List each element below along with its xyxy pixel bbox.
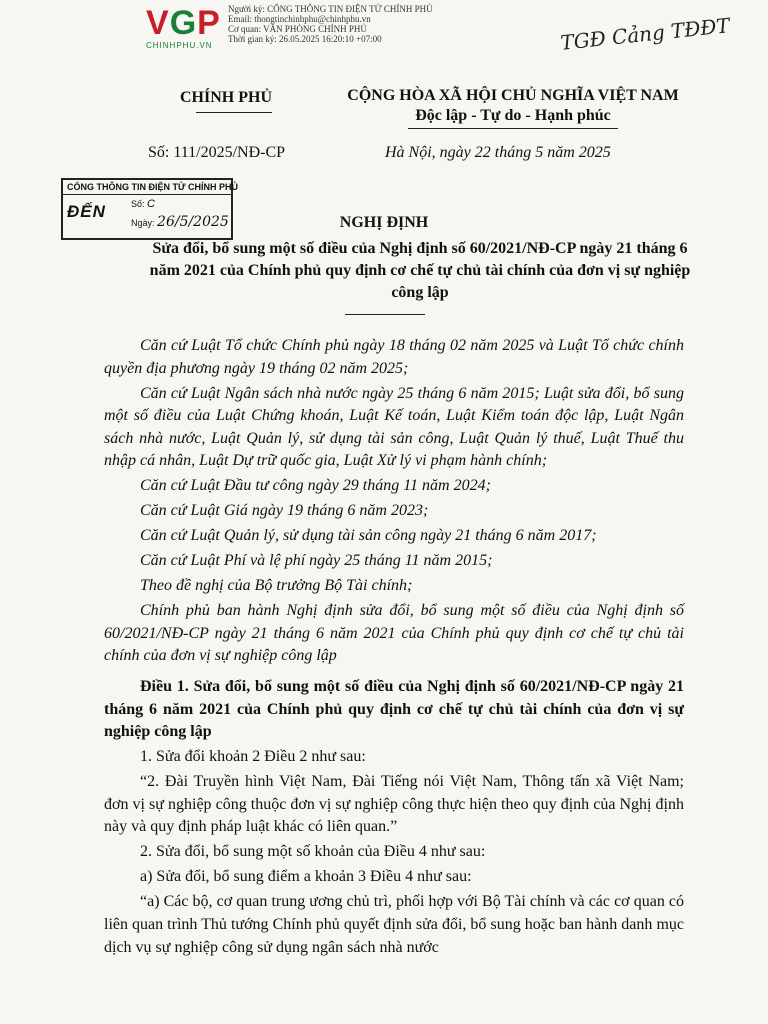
legal-basis-6: Căn cứ Luật Phí và lệ phí ngày 25 tháng 11 năm 2015;	[140, 552, 493, 570]
signature-email: Email: thongtinchinhphu@chinhphu.vn	[228, 14, 371, 24]
clause-2a-text: “a) Các bộ, cơ quan trung ương chủ trì, phối hợp với Bộ Tài chính và các cơ quan có liên quan trình Thủ tướng Chính phủ quyết định sửa đổi, bổ sung hoặc ban hành danh mục dịch vụ sự nghiệp công sử dụng ngân sách nhà nước	[104, 893, 684, 956]
document-summary: Sửa đổi, bổ sung một số điều của Nghị định số 60/2021/NĐ-CP ngày 21 tháng 6 năm 2021 của Chính phủ quy định cơ chế tự chủ tài chính của đơn vị sự nghiệp công lập	[149, 240, 691, 301]
document-number: Số: 111/2025/NĐ-CP	[148, 144, 286, 161]
signature-agency: Cơ quan: VĂN PHÒNG CHÍNH PHỦ	[228, 24, 367, 34]
legal-basis-1: Căn cứ Luật Tổ chức Chính phủ ngày 18 tháng 02 năm 2025 và Luật Tổ chức chính quyền địa phương ngày 19 tháng 02 năm 2025;	[104, 337, 684, 377]
national-header	[340, 87, 686, 129]
stamp-den: ĐẾN	[67, 202, 106, 221]
logo-letter-v: V	[146, 4, 170, 42]
enactment-clause: Chính phủ ban hành Nghị định sửa đổi, bổ sung một số điều của Nghị định số 60/2021/NĐ-CP ngày 21 tháng 6 năm 2021 của Chính phủ quy định cơ chế tự chủ tài chính của đơn vị sự nghiệp công lập	[104, 602, 684, 665]
handwritten-note: TGĐ Cảng TĐĐT	[559, 13, 731, 55]
logo-letter-g: G	[169, 4, 198, 42]
clause-2a: a) Sửa đổi, bổ sung điểm a khoản 3 Điều 4 như sau:	[140, 868, 472, 886]
document-type: NGHỊ ĐỊNH	[339, 214, 429, 231]
clause-1-text: “2. Đài Truyền hình Việt Nam, Đài Tiếng nói Việt Nam, Thông tấn xã Việt Nam; đơn vị sự nghiệp công thuộc đơn vị sự nghiệp công thực hiện theo quy định của Nghị định này và quy định pháp luật khác có liên quan.”	[104, 773, 684, 836]
place-and-date: Hà Nội, ngày 22 tháng 5 năm 2025	[385, 144, 611, 161]
legal-basis-2: Căn cứ Luật Ngân sách nhà nước ngày 25 tháng 6 năm 2015; Luật sửa đổi, bổ sung một số điều của Luật Chứng khoán, Luật Kế toán, Luật Kiểm toán độc lập, Luật Ngân sách nhà nước, Luật Quản lý, sử dụng tài sản công, Luật Quản lý thuế, Luật Thuế thu nhập cá nhân, Luật Dự trữ quốc gia, Luật Xử lý vi phạm hành chính;	[104, 384, 684, 470]
stamp-number-label: Số:	[131, 199, 145, 209]
stamp-date-value: 26/5/2025	[157, 214, 229, 230]
signature-signer: Người ký: CỔNG THÔNG TIN ĐIỆN TỬ CHÍNH PHỦ	[228, 4, 433, 14]
vgp-logo-mark	[146, 6, 232, 40]
stamp-number-value: C	[147, 198, 155, 210]
stamp-number	[131, 198, 155, 210]
logo-letter-p: P	[197, 4, 221, 42]
vgp-logo	[146, 6, 232, 50]
clause-1: 1. Sửa đổi khoản 2 Điều 2 như sau:	[140, 748, 366, 766]
document-body	[104, 335, 684, 962]
clause-2: 2. Sửa đổi, bổ sung một số khoản của Điều 4 như sau:	[140, 843, 486, 861]
stamp-date-label: Ngày:	[131, 218, 155, 228]
national-motto: Độc lập - Tự do - Hạnh phúc	[415, 107, 611, 124]
nation-name: CỘNG HÒA XÃ HỘI CHỦ NGHĨA VIỆT NAM	[347, 87, 679, 104]
issuer-underline	[196, 112, 272, 113]
issuer-name: CHÍNH PHỦ	[180, 89, 272, 106]
stamp-title: CỔNG THÔNG TIN ĐIỆN TỬ CHÍNH PHỦ	[63, 180, 231, 195]
digital-signature-info	[228, 4, 433, 44]
legal-basis-4: Căn cứ Luật Giá ngày 19 tháng 6 năm 2023;	[140, 502, 429, 520]
legal-basis-5: Căn cứ Luật Quản lý, sử dụng tài sản công ngày 21 tháng 6 năm 2017;	[140, 527, 597, 545]
legal-basis-3: Căn cứ Luật Đầu tư công ngày 29 tháng 11 năm 2024;	[140, 477, 491, 495]
motto-underline	[408, 128, 618, 129]
proposal-basis: Theo đề nghị của Bộ trưởng Bộ Tài chính;	[140, 577, 413, 595]
article-1-title: Điều 1. Sửa đổi, bổ sung một số điều của Nghị định số 60/2021/NĐ-CP ngày 21 tháng 6 năm 2021 của Chính phủ quy định cơ chế tự chủ tài chính của đơn vị sự nghiệp công lập	[104, 678, 684, 741]
summary-underline	[345, 314, 425, 315]
signature-time: Thời gian ký: 26.05.2025 16:20:10 +07:00	[228, 34, 382, 44]
logo-subtext: CHINHPHU.VN	[146, 41, 213, 50]
